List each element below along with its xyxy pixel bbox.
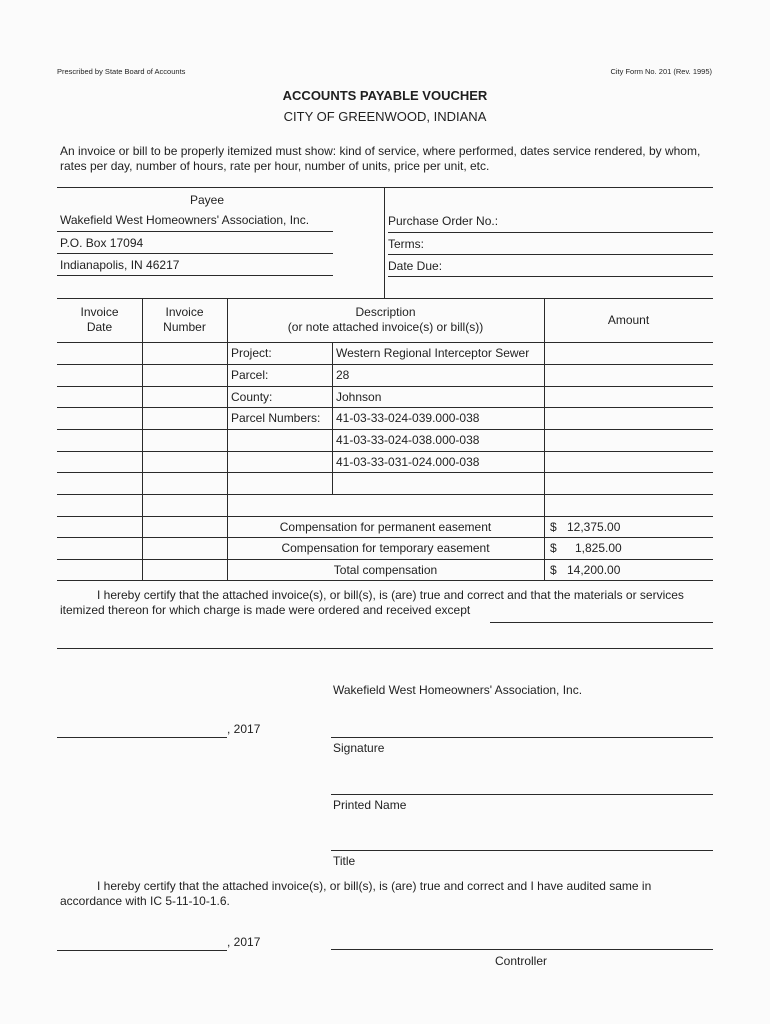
detail-value: 41-03-33-024-039.000-038 bbox=[336, 411, 480, 425]
detail-value: 41-03-33-031-024.000-038 bbox=[336, 455, 480, 469]
compensation-amount: 1,825.00 bbox=[575, 541, 622, 555]
form-title: ACCOUNTS PAYABLE VOUCHER bbox=[282, 88, 488, 103]
instruction-line-2: rates per day, number of hours, rate per hour, number of units, price per unit, etc. bbox=[60, 159, 490, 173]
amount-cell[interactable] bbox=[544, 342, 713, 516]
detail-label: Project: bbox=[231, 346, 272, 360]
detail-label: County: bbox=[231, 390, 273, 404]
payee-heading: Payee bbox=[189, 193, 225, 207]
signature-line[interactable] bbox=[331, 737, 713, 738]
date-due-line[interactable] bbox=[388, 276, 713, 277]
total-compensation-label: Total compensation bbox=[333, 563, 438, 577]
printed-name-label: Printed Name bbox=[333, 798, 407, 812]
amount-header: Amount bbox=[607, 313, 650, 327]
compensation-label: Compensation for temporary easement bbox=[281, 541, 490, 555]
signer-name: Wakefield West Homeowners' Association, Inc. bbox=[333, 683, 583, 697]
detail-value: 28 bbox=[336, 368, 350, 382]
terms-label: Terms: bbox=[388, 237, 424, 251]
date-due-label: Date Due: bbox=[388, 259, 443, 273]
certification-line-2: itemized thereon for which charge is made were ordered and received except bbox=[60, 603, 471, 617]
audit-line-1: I hereby certify that the attached invoice(s), or bill(s), is (are) true and correct and I have audited same in bbox=[97, 879, 652, 893]
terms-line[interactable] bbox=[388, 254, 713, 255]
invoice-date-cell[interactable] bbox=[57, 342, 142, 580]
currency-symbol: $ bbox=[550, 520, 557, 534]
certification-line-1: I hereby certify that the attached invoice(s), or bill(s), is (are) true and correct and that the materials or services bbox=[97, 588, 684, 602]
invoice-number-header: Invoice Number bbox=[163, 305, 206, 334]
currency-symbol: $ bbox=[550, 541, 557, 555]
payee-address-2: Indianapolis, IN 46217 bbox=[60, 258, 180, 272]
payee-name: Wakefield West Homeowners' Association, Inc. bbox=[60, 213, 310, 227]
signature-label: Signature bbox=[333, 741, 385, 755]
sign-year: , 2017 bbox=[227, 722, 261, 736]
form-number: City Form No. 201 (Rev. 1995) bbox=[610, 67, 712, 76]
prescribed-note: Prescribed by State Board of Accounts bbox=[57, 67, 186, 76]
controller-year: , 2017 bbox=[227, 935, 261, 949]
compensation-label: Compensation for permanent easement bbox=[279, 520, 492, 534]
controller-label: Controller bbox=[495, 954, 548, 968]
detail-value: 41-03-33-024-038.000-038 bbox=[336, 433, 480, 447]
detail-value: Johnson bbox=[336, 390, 382, 404]
compensation-amount: 12,375.00 bbox=[567, 520, 621, 534]
detail-label: Parcel: bbox=[231, 368, 269, 382]
total-compensation-amount: 14,200.00 bbox=[567, 563, 621, 577]
title-line[interactable] bbox=[331, 850, 713, 851]
description-header: Description (or note attached invoice(s) or bill(s)) bbox=[287, 305, 484, 334]
title-label: Title bbox=[333, 854, 356, 868]
city-name: CITY OF GREENWOOD, INDIANA bbox=[283, 109, 487, 124]
audit-line-2: accordance with IC 5-11-10-1.6. bbox=[60, 894, 230, 908]
detail-label: Parcel Numbers: bbox=[231, 411, 321, 425]
payee-address-1: P.O. Box 17094 bbox=[60, 236, 144, 250]
detail-value: Western Regional Interceptor Sewer bbox=[336, 346, 530, 360]
controller-signature-line[interactable] bbox=[331, 949, 713, 950]
invoice-date-header: Invoice Date bbox=[80, 305, 119, 334]
currency-symbol: $ bbox=[550, 563, 557, 577]
purchase-order-line[interactable] bbox=[388, 232, 713, 233]
controller-date-line[interactable] bbox=[57, 950, 227, 951]
exception-line[interactable] bbox=[490, 622, 713, 623]
invoice-number-cell[interactable] bbox=[142, 342, 227, 580]
instruction-line-1: An invoice or bill to be properly itemized must show: kind of service, where performed, dates service rendered, by whom, bbox=[60, 144, 701, 158]
purchase-order-label: Purchase Order No.: bbox=[388, 214, 499, 228]
printed-name-line[interactable] bbox=[331, 794, 713, 795]
sign-date-line[interactable] bbox=[57, 737, 227, 738]
